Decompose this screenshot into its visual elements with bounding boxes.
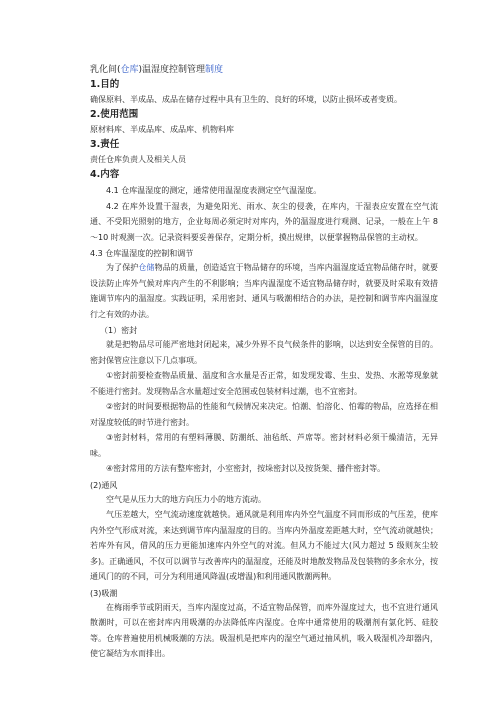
paragraph-4-1: 4.1 仓库温湿度的测定，通常使用温湿度表测定空气温湿度。 [106,186,322,195]
section-scope-heading: 2.使用范围 [90,109,139,120]
dehumidify-heading: (3)吸潮 [90,588,118,598]
section-scope-text: 原材料库、半成品库、成品库、机物料库 [90,125,234,134]
p43-prefix: 为了保护 [106,263,139,272]
warehouse-link[interactable]: 仓库 [120,65,139,75]
section-content-heading: 4.内容 [90,169,120,180]
sealing-point-4: ④密封常用的方法有整库密封，小室密封，按垛密封以及按货架、播件密封等。 [106,464,386,473]
sealing-point-1: ①密封前要检查物品质量、温度和含水量是否正常，如发现发霉、生虫、发热、水淞等现象就不能进行密封。发现物品含水量超过安全范围或包装材料过潮，也不宜密封。 [90,371,438,396]
ventilation-paragraph-2: 气压差越大，空气流动速度就越快。通风就是利用库内外空气温度不同而形成的气压差，使库内外空气形成对流，来达到调节库内温湿度的目的。当库内外温度差距越大时，空气流动就越快；若库外有风，借风的压力更能加速库内外空气的对流。但风力不能过大(风力超过 5 级则灰尘较多)。正确通风，不仅可以调节与改善库内的温湿度，还能及时地散发物品及包装物的多余水分，按通风门的的不同，可分为利用通风降温(或增温)和利用通风散潮两种。 [90,510,438,581]
ventilation-heading: (2)通风 [90,480,118,490]
dehumidify-paragraph: 在梅雨季节或阴雨天，当库内湿度过高，不适宜物品保管，而库外湿度过大，也不宜进行通风散潮时，可以在密封库内用吸潮的办法降低库内湿度。仓库中通常使用的吸潮剂有氯化钙、硅胶等。仓库普遍使用机械吸潮的方法。吸湿机是把库内的湿空气通过抽风机，吸入吸湿机冷却器内，使它凝结为水而排出。 [90,602,438,658]
subsection-4-3-heading: 4.3 仓库温湿度的控制和调节 [90,249,194,258]
ventilation-paragraph-1: 空气是从压力大的地方向压力小的地方流动。 [106,494,266,504]
system-link[interactable]: 制度 [205,65,224,75]
document-title [90,64,438,76]
title-middle: )温湿度控制管理 [138,65,206,75]
sealing-paragraph: 就是把物品尽可能严密地封闭起来，减少外界不良气候条件的影响，以达到安全保管的目的。密封保管应注意以下几点事项。 [90,340,438,365]
sealing-point-3: ③密封材料，常用的有塑料薄膜、防潮纸、油毡纸、芦席等。密封材料必须干燥清洁，无异味。 [90,433,438,458]
title-prefix: 乳化间( [90,65,121,75]
paragraph-4-3 [90,260,438,322]
sealing-point-2: ②密封的时间要根据物品的性能和气候情况来决定。怕潮、怕溶化、怕霉的物品，应选择在相对湿度较低的时节进行密封。 [90,402,438,427]
storage-link[interactable]: 仓储 [138,263,155,272]
section-purpose-heading: 1.目的 [90,79,120,90]
sealing-heading: （1）密封 [100,326,138,335]
section-responsibility-heading: 3.责任 [90,139,120,150]
section-purpose-text: 确保原料、半成品、成品在储存过程中具有卫生的、良好的环境，以防止损坏或者变质。 [90,95,402,104]
section-responsibility-text: 责任仓库负责人及相关人员 [90,155,186,164]
paragraph-4-2: 4.2 在库外设置干湿表，为避免阳光、雨水、灰尘的侵袭，在库内，干湿表应安置在空气流通、不受阳光照射的地方，企业每周必须定时对库内，外的温湿度进行观测、记录，一般在上午 8～10 时观测一次。记录资料要妥善保存，定期分析，摸出规律，以便掌握物品保管的主动权。 [90,201,438,242]
p43-body: 物品的质量，创造适宜于物品储存的环境，当库内温湿度适宜物品储存时，就要设法防止库外气候对库内产生的不利影响；当库内温湿度不适宜物品储存时，就要及时采取有效措施调节库内的温湿度。实践证明，采用密封、通风与吸潮相结合的办法，是控制和调节库内温湿度行之有效的办法。 [90,263,439,319]
